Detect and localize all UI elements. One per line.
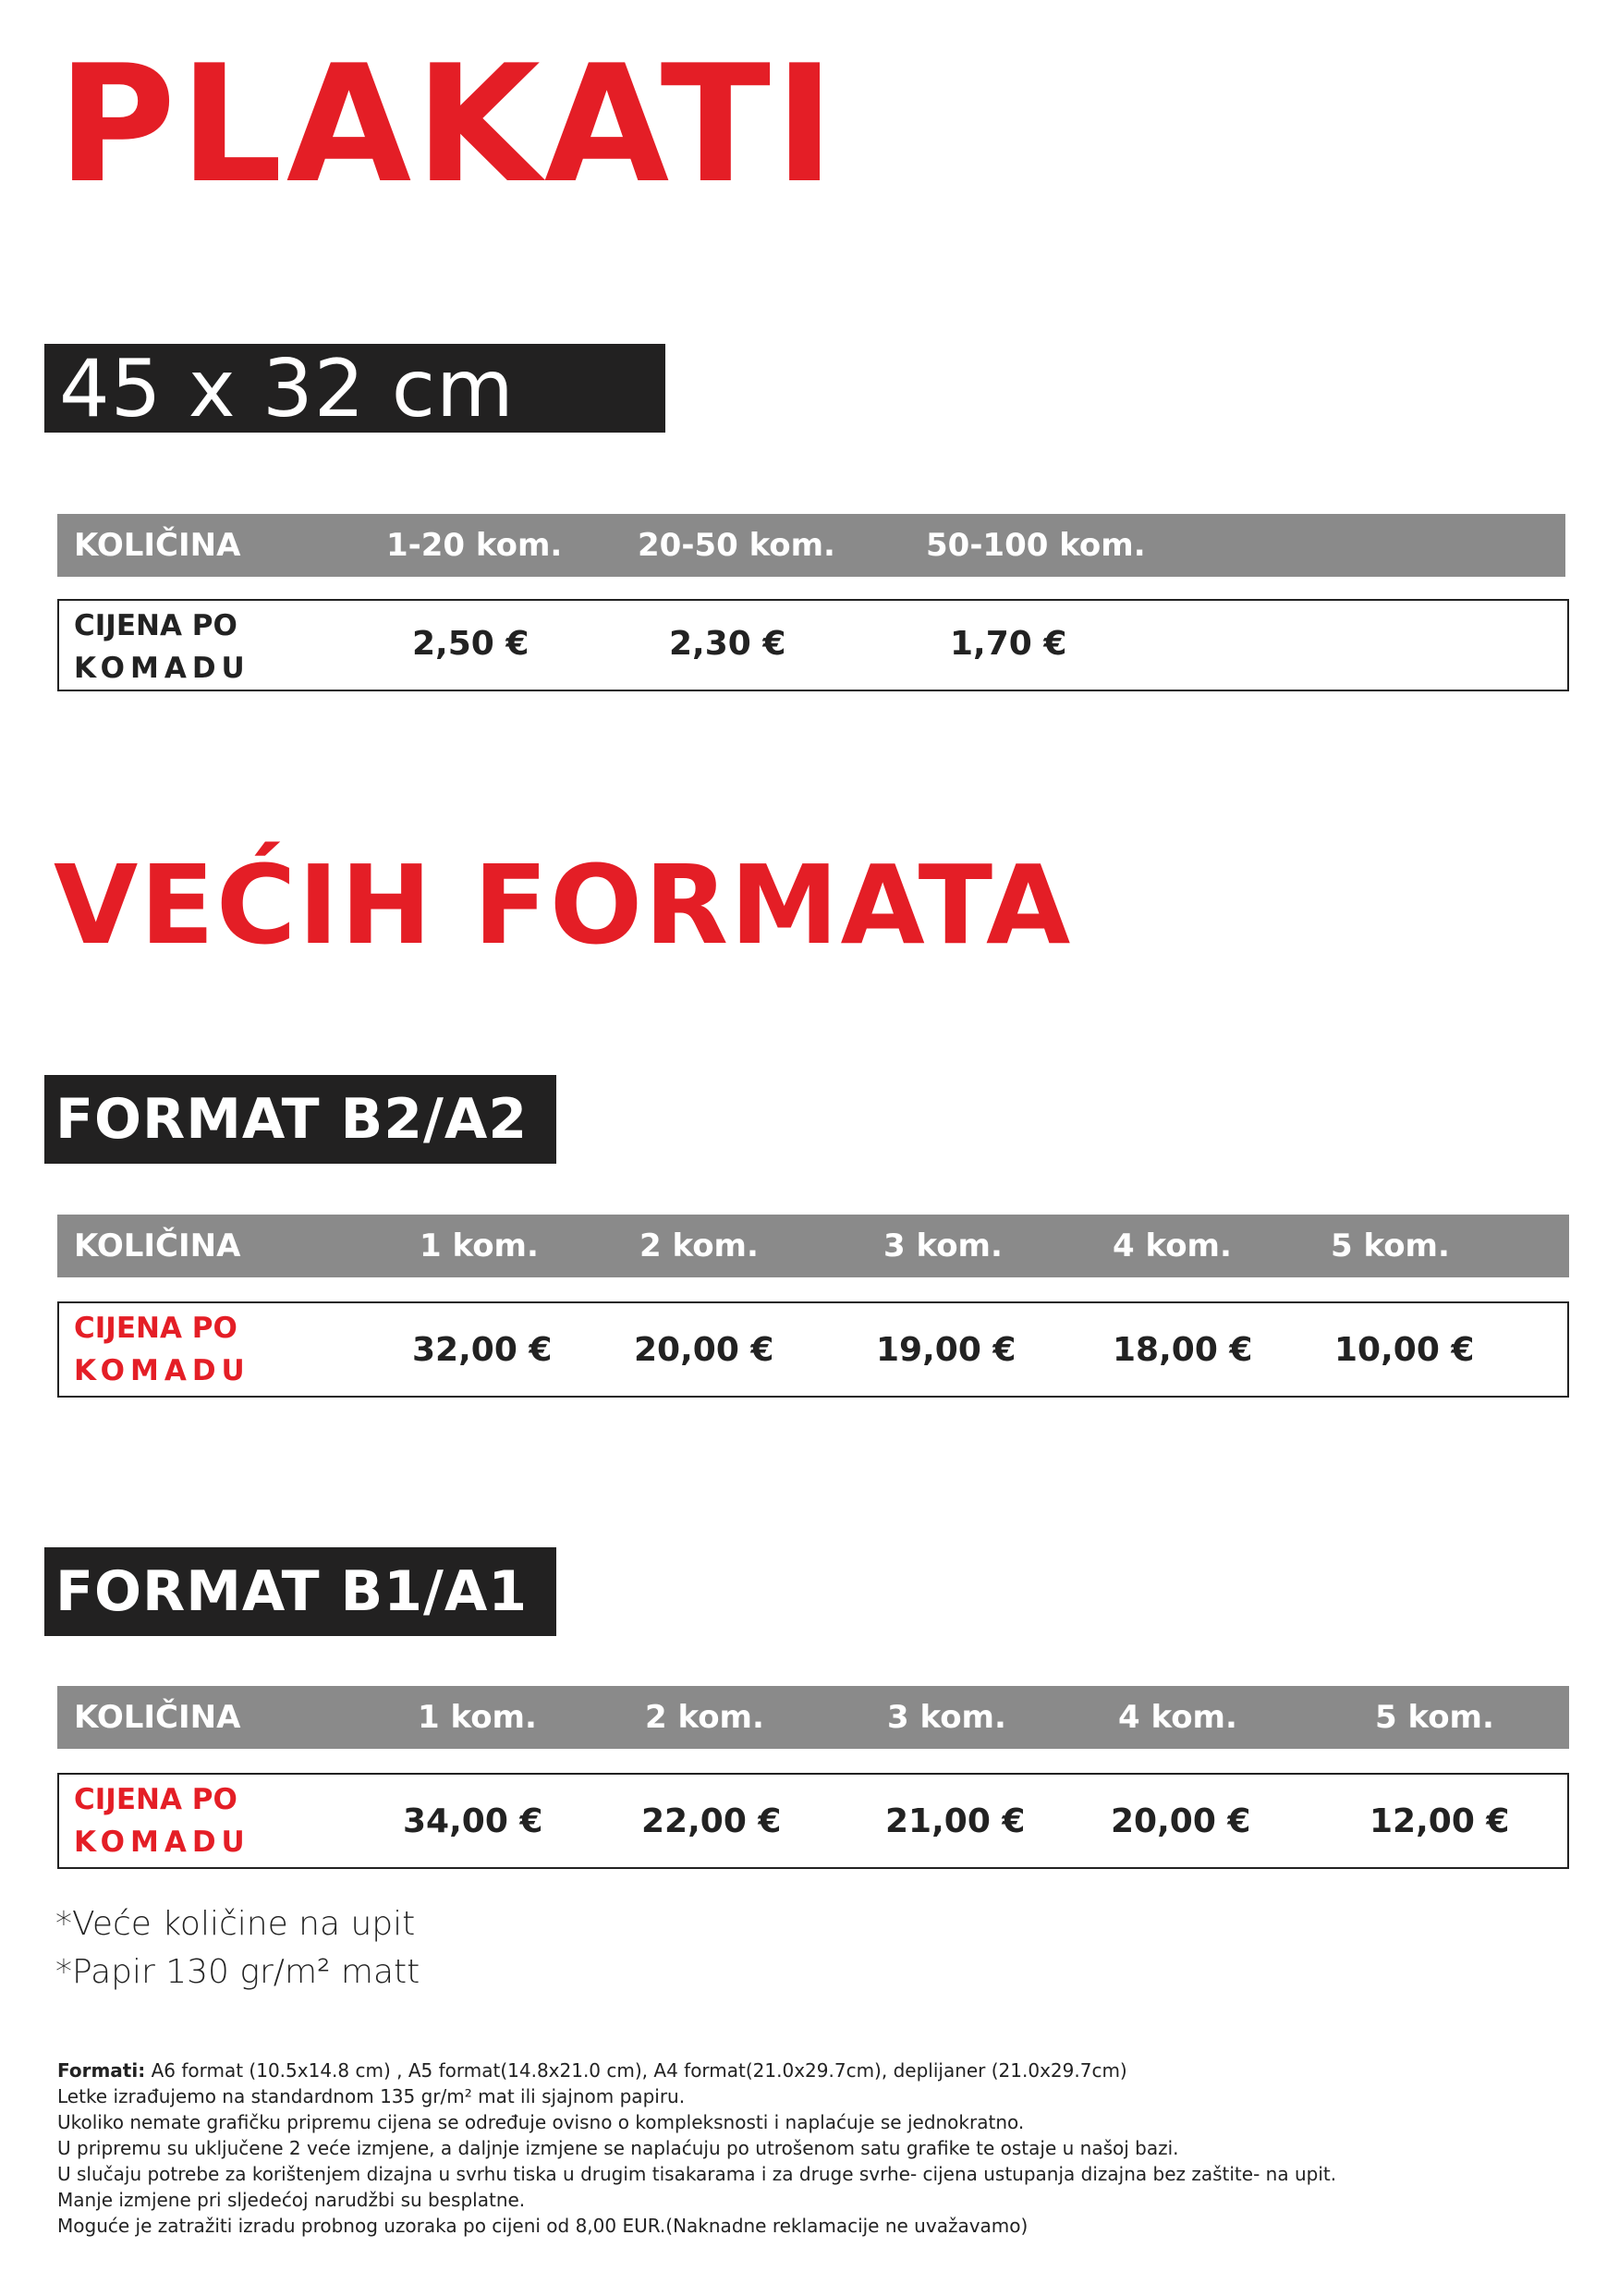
table2-price-row	[57, 1301, 1569, 1398]
table2-header-col3: 3 kom.	[883, 1227, 1003, 1264]
note-paper: *Papir 130 gr/m² matt	[55, 1953, 420, 1991]
footer-formati-label: Formati:	[57, 2059, 146, 2082]
section-title: VEĆIH FORMATA	[54, 841, 1073, 969]
table2-header-col2: 2 kom.	[639, 1227, 759, 1264]
note-larger-quantities: *Veće količine na upit	[55, 1905, 416, 1943]
table3-price-label-line2: KOMADU	[74, 1826, 250, 1859]
table3-price-col3: 21,00 €	[885, 1802, 1026, 1840]
format-b1-label: FORMAT B1/A1	[55, 1559, 529, 1624]
table1-price-col3: 1,70 €	[950, 625, 1067, 663]
table3-price-col4: 20,00 €	[1111, 1802, 1251, 1840]
table2-header-col1: 1 kom.	[420, 1227, 539, 1264]
footer-formati-line	[57, 2058, 1573, 2083]
table2-price-col4: 18,00 €	[1113, 1331, 1253, 1369]
table1-price-label	[74, 605, 250, 690]
table3-header-col2: 2 kom.	[645, 1699, 764, 1736]
table1-price-col1: 2,50 €	[412, 625, 530, 663]
table2-price-label-line2: KOMADU	[74, 1354, 250, 1387]
size-band-label: 45 x 32 cm	[59, 343, 515, 435]
table2-header-quantity: KOLIČINA	[74, 1227, 241, 1264]
table3-price-label-line1: CIJENA PO	[74, 1783, 237, 1816]
table2-header-col5: 5 kom.	[1331, 1227, 1450, 1264]
footer-fine-print	[57, 2058, 1573, 2239]
format-b1-band	[44, 1547, 556, 1636]
table3-header-row	[57, 1686, 1569, 1749]
page-title: PLAKATI	[57, 31, 839, 219]
table2-price-label-line1: CIJENA PO	[74, 1312, 237, 1345]
footer-line: Moguće je zatražiti izradu probnog uzoraka po cijeni od 8,00 EUR.(Naknadne reklamacije ne uvažavamo)	[57, 2215, 1029, 2237]
footer-line: U slučaju potrebe za korištenjem dizajna u svrhu tiska u drugim tisakarama i za druge svrhe- cijena ustupanja dizajna bez zaštite- na upit.	[57, 2163, 1337, 2185]
table3-header-col3: 3 kom.	[887, 1699, 1006, 1736]
table1-header-col1: 1-20 kom.	[386, 527, 563, 564]
table3-price-col2: 22,00 €	[641, 1802, 782, 1840]
table2-price-col3: 19,00 €	[876, 1331, 1016, 1369]
table3-header-col5: 5 kom.	[1375, 1699, 1494, 1736]
footer-line: Manje izmjene pri sljedećoj narudžbi su besplatne.	[57, 2189, 526, 2211]
table1-price-label-line2: KOMADU	[74, 652, 250, 685]
table1-price-col2: 2,30 €	[669, 625, 786, 663]
table1-price-row	[57, 599, 1569, 691]
table2-price-label	[74, 1307, 250, 1392]
table1-header-col2: 20-50 kom.	[638, 527, 835, 564]
table3-header-col1: 1 kom.	[418, 1699, 537, 1736]
table1-header-quantity: KOLIČINA	[74, 527, 241, 564]
table2-header-row	[57, 1215, 1569, 1277]
format-b2-label: FORMAT B2/A2	[55, 1087, 529, 1152]
table1-price-label-line1: CIJENA PO	[74, 609, 237, 642]
size-band	[44, 344, 665, 433]
table2-header-col4: 4 kom.	[1113, 1227, 1232, 1264]
footer-line: Letke izrađujemo na standardnom 135 gr/m² mat ili sjajnom papiru.	[57, 2085, 686, 2107]
table3-price-label	[74, 1778, 250, 1863]
table2-price-col5: 10,00 €	[1334, 1331, 1475, 1369]
table2-price-col1: 32,00 €	[412, 1331, 553, 1369]
footer-formati-text: A6 format (10.5x14.8 cm) , A5 format(14.8x21.0 cm), A4 format(21.0x29.7cm), deplijaner (21.0x29.7cm)	[145, 2059, 1127, 2082]
footer-line: Ukoliko nemate grafičku pripremu cijena se određuje ovisno o kompleksnosti i naplaćuje se jednokratno.	[57, 2111, 1025, 2133]
table3-price-col1: 34,00 €	[403, 1802, 543, 1840]
table2-price-col2: 20,00 €	[634, 1331, 774, 1369]
table3-header-col4: 4 kom.	[1118, 1699, 1237, 1736]
table3-header-quantity: KOLIČINA	[74, 1699, 241, 1736]
table3-price-row	[57, 1773, 1569, 1869]
table3-price-col5: 12,00 €	[1369, 1802, 1510, 1840]
footer-line: U pripremu su uključene 2 veće izmjene, a daljnje izmjene se naplaćuju po utrošenom satu grafike te ostaje u našoj bazi.	[57, 2137, 1179, 2159]
format-b2-band	[44, 1075, 556, 1164]
table1-header-row	[57, 514, 1565, 577]
table1-header-col3: 50-100 kom.	[926, 527, 1146, 564]
